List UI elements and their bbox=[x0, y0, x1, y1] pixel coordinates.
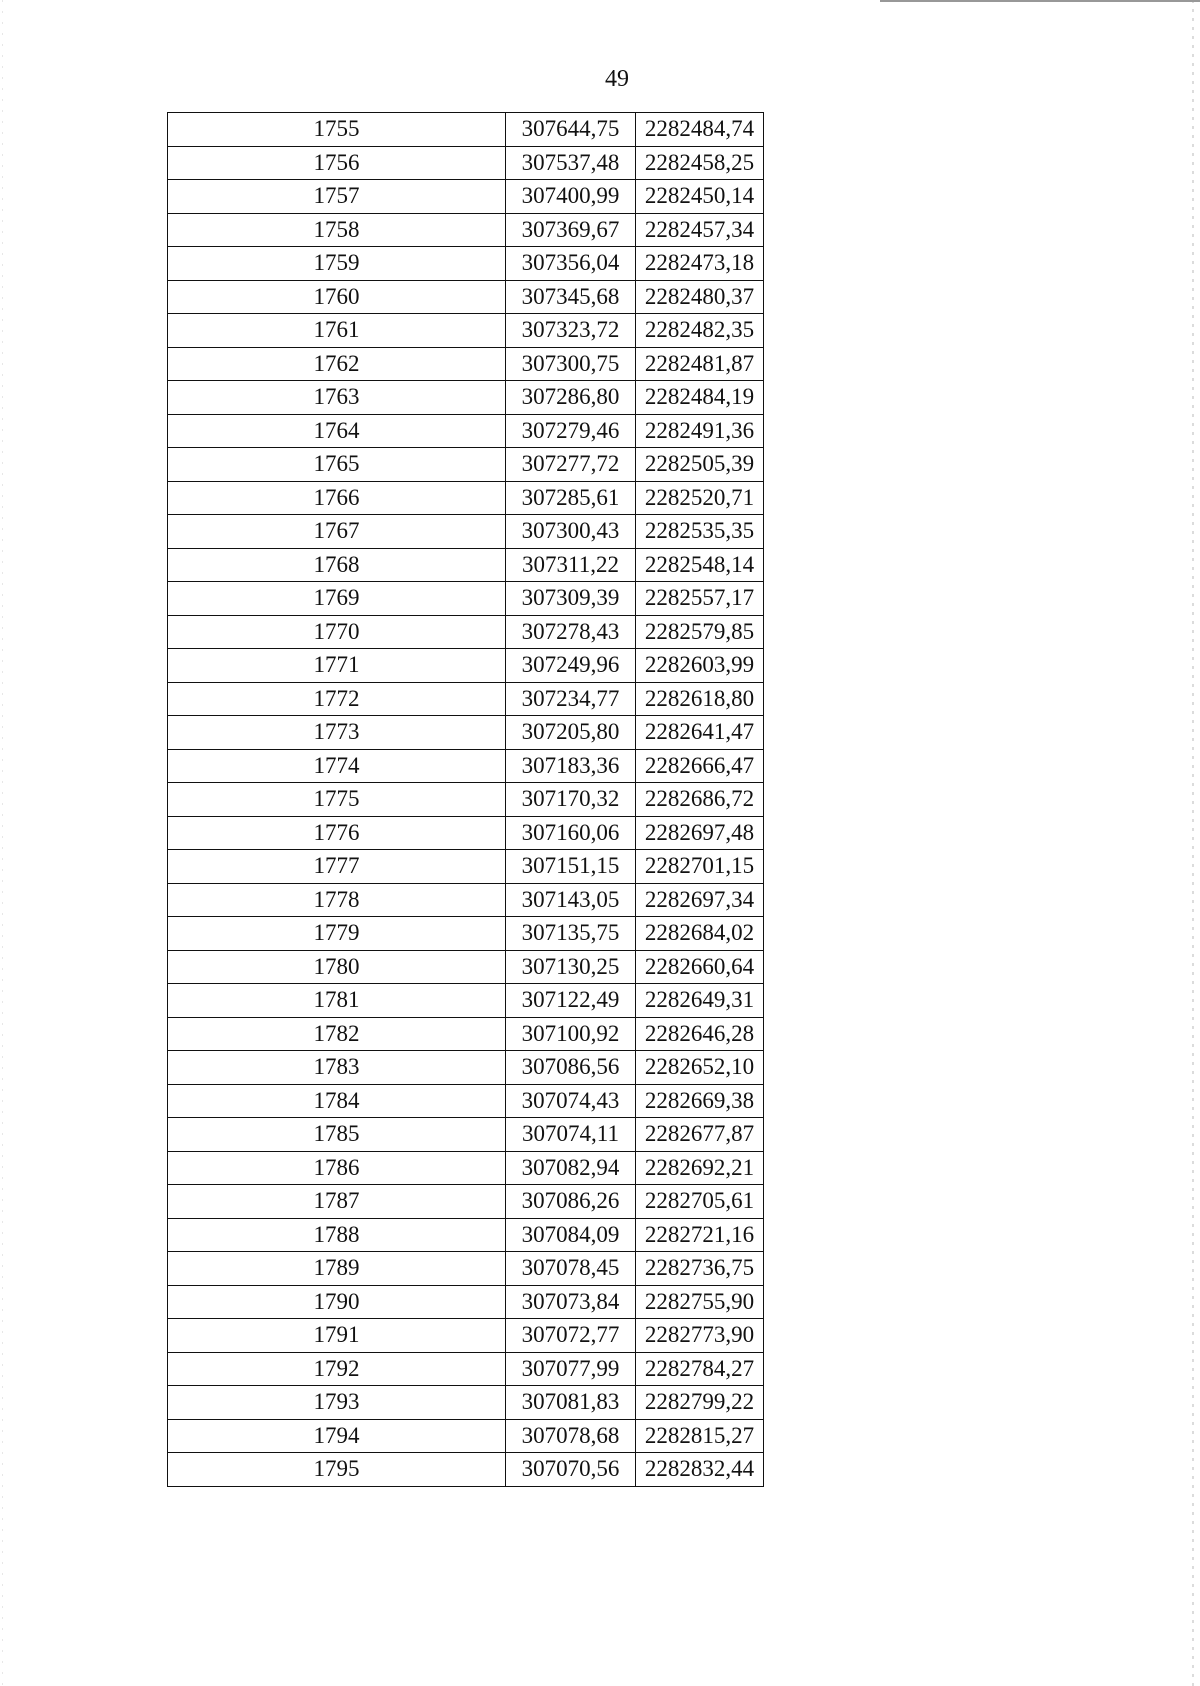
x-coordinate-cell: 307249,96 bbox=[506, 649, 636, 683]
point-number-cell: 1770 bbox=[168, 615, 506, 649]
x-coordinate-cell: 307077,99 bbox=[506, 1352, 636, 1386]
y-coordinate-cell: 2282773,90 bbox=[636, 1319, 764, 1353]
point-number-cell: 1768 bbox=[168, 548, 506, 582]
x-coordinate-cell: 307537,48 bbox=[506, 146, 636, 180]
y-coordinate-cell: 2282799,22 bbox=[636, 1386, 764, 1420]
y-coordinate-cell: 2282481,87 bbox=[636, 347, 764, 381]
table-row bbox=[168, 917, 764, 951]
y-coordinate-cell: 2282505,39 bbox=[636, 448, 764, 482]
table-row bbox=[168, 950, 764, 984]
y-coordinate-cell: 2282649,31 bbox=[636, 984, 764, 1018]
table-row bbox=[168, 1084, 764, 1118]
table-row bbox=[168, 984, 764, 1018]
table-row bbox=[168, 850, 764, 884]
point-number-cell: 1779 bbox=[168, 917, 506, 951]
point-number-cell: 1782 bbox=[168, 1017, 506, 1051]
table-row bbox=[168, 113, 764, 147]
table-row bbox=[168, 1051, 764, 1085]
point-number-cell: 1772 bbox=[168, 682, 506, 716]
point-number-cell: 1778 bbox=[168, 883, 506, 917]
table-row bbox=[168, 213, 764, 247]
y-coordinate-cell: 2282652,10 bbox=[636, 1051, 764, 1085]
point-number-cell: 1757 bbox=[168, 180, 506, 214]
table-row bbox=[168, 1386, 764, 1420]
x-coordinate-cell: 307143,05 bbox=[506, 883, 636, 917]
y-coordinate-cell: 2282646,28 bbox=[636, 1017, 764, 1051]
point-number-cell: 1777 bbox=[168, 850, 506, 884]
y-coordinate-cell: 2282520,71 bbox=[636, 481, 764, 515]
x-coordinate-cell: 307170,32 bbox=[506, 783, 636, 817]
x-coordinate-cell: 307074,43 bbox=[506, 1084, 636, 1118]
table-row bbox=[168, 548, 764, 582]
table-row bbox=[168, 649, 764, 683]
x-coordinate-cell: 307278,43 bbox=[506, 615, 636, 649]
table-row bbox=[168, 146, 764, 180]
table-row bbox=[168, 716, 764, 750]
table-row bbox=[168, 1252, 764, 1286]
point-number-cell: 1764 bbox=[168, 414, 506, 448]
x-coordinate-cell: 307151,15 bbox=[506, 850, 636, 884]
scan-edge-left bbox=[2, 0, 3, 1686]
coordinates-table bbox=[167, 112, 764, 1487]
x-coordinate-cell: 307078,45 bbox=[506, 1252, 636, 1286]
x-coordinate-cell: 307135,75 bbox=[506, 917, 636, 951]
point-number-cell: 1791 bbox=[168, 1319, 506, 1353]
point-number-cell: 1785 bbox=[168, 1118, 506, 1152]
point-number-cell: 1786 bbox=[168, 1151, 506, 1185]
table-row bbox=[168, 1218, 764, 1252]
table-row bbox=[168, 749, 764, 783]
point-number-cell: 1767 bbox=[168, 515, 506, 549]
x-coordinate-cell: 307285,61 bbox=[506, 481, 636, 515]
table-row bbox=[168, 347, 764, 381]
point-number-cell: 1780 bbox=[168, 950, 506, 984]
point-number-cell: 1771 bbox=[168, 649, 506, 683]
y-coordinate-cell: 2282480,37 bbox=[636, 280, 764, 314]
y-coordinate-cell: 2282484,74 bbox=[636, 113, 764, 147]
table-row bbox=[168, 1017, 764, 1051]
point-number-cell: 1773 bbox=[168, 716, 506, 750]
y-coordinate-cell: 2282660,64 bbox=[636, 950, 764, 984]
x-coordinate-cell: 307072,77 bbox=[506, 1319, 636, 1353]
x-coordinate-cell: 307234,77 bbox=[506, 682, 636, 716]
table-row bbox=[168, 1185, 764, 1219]
y-coordinate-cell: 2282548,14 bbox=[636, 548, 764, 582]
table-row bbox=[168, 1285, 764, 1319]
x-coordinate-cell: 307078,68 bbox=[506, 1419, 636, 1453]
point-number-cell: 1795 bbox=[168, 1453, 506, 1487]
point-number-cell: 1769 bbox=[168, 582, 506, 616]
y-coordinate-cell: 2282473,18 bbox=[636, 247, 764, 281]
y-coordinate-cell: 2282697,34 bbox=[636, 883, 764, 917]
table-row bbox=[168, 180, 764, 214]
point-number-cell: 1774 bbox=[168, 749, 506, 783]
x-coordinate-cell: 307084,09 bbox=[506, 1218, 636, 1252]
x-coordinate-cell: 307130,25 bbox=[506, 950, 636, 984]
y-coordinate-cell: 2282579,85 bbox=[636, 615, 764, 649]
x-coordinate-cell: 307356,04 bbox=[506, 247, 636, 281]
x-coordinate-cell: 307074,11 bbox=[506, 1118, 636, 1152]
y-coordinate-cell: 2282677,87 bbox=[636, 1118, 764, 1152]
table-row bbox=[168, 582, 764, 616]
y-coordinate-cell: 2282755,90 bbox=[636, 1285, 764, 1319]
point-number-cell: 1775 bbox=[168, 783, 506, 817]
x-coordinate-cell: 307300,43 bbox=[506, 515, 636, 549]
x-coordinate-cell: 307309,39 bbox=[506, 582, 636, 616]
x-coordinate-cell: 307100,92 bbox=[506, 1017, 636, 1051]
y-coordinate-cell: 2282692,21 bbox=[636, 1151, 764, 1185]
point-number-cell: 1783 bbox=[168, 1051, 506, 1085]
table-row bbox=[168, 515, 764, 549]
y-coordinate-cell: 2282641,47 bbox=[636, 716, 764, 750]
point-number-cell: 1790 bbox=[168, 1285, 506, 1319]
x-coordinate-cell: 307122,49 bbox=[506, 984, 636, 1018]
point-number-cell: 1787 bbox=[168, 1185, 506, 1219]
y-coordinate-cell: 2282618,80 bbox=[636, 682, 764, 716]
x-coordinate-cell: 307311,22 bbox=[506, 548, 636, 582]
y-coordinate-cell: 2282458,25 bbox=[636, 146, 764, 180]
y-coordinate-cell: 2282482,35 bbox=[636, 314, 764, 348]
x-coordinate-cell: 307286,80 bbox=[506, 381, 636, 415]
table-row bbox=[168, 816, 764, 850]
x-coordinate-cell: 307205,80 bbox=[506, 716, 636, 750]
table-row bbox=[168, 1419, 764, 1453]
y-coordinate-cell: 2282721,16 bbox=[636, 1218, 764, 1252]
point-number-cell: 1758 bbox=[168, 213, 506, 247]
y-coordinate-cell: 2282491,36 bbox=[636, 414, 764, 448]
x-coordinate-cell: 307644,75 bbox=[506, 113, 636, 147]
table-row bbox=[168, 1118, 764, 1152]
x-coordinate-cell: 307345,68 bbox=[506, 280, 636, 314]
point-number-cell: 1788 bbox=[168, 1218, 506, 1252]
table-row bbox=[168, 414, 764, 448]
page-number: 49 bbox=[605, 66, 629, 92]
point-number-cell: 1759 bbox=[168, 247, 506, 281]
x-coordinate-cell: 307086,56 bbox=[506, 1051, 636, 1085]
table-row bbox=[168, 615, 764, 649]
table-row bbox=[168, 783, 764, 817]
point-number-cell: 1762 bbox=[168, 347, 506, 381]
x-coordinate-cell: 307369,67 bbox=[506, 213, 636, 247]
point-number-cell: 1761 bbox=[168, 314, 506, 348]
coordinates-table-body bbox=[168, 113, 764, 1487]
table-row bbox=[168, 381, 764, 415]
point-number-cell: 1756 bbox=[168, 146, 506, 180]
x-coordinate-cell: 307323,72 bbox=[506, 314, 636, 348]
y-coordinate-cell: 2282832,44 bbox=[636, 1453, 764, 1487]
x-coordinate-cell: 307300,75 bbox=[506, 347, 636, 381]
table-row bbox=[168, 1352, 764, 1386]
y-coordinate-cell: 2282457,34 bbox=[636, 213, 764, 247]
x-coordinate-cell: 307082,94 bbox=[506, 1151, 636, 1185]
y-coordinate-cell: 2282784,27 bbox=[636, 1352, 764, 1386]
table-row bbox=[168, 1319, 764, 1353]
scan-edge-top bbox=[880, 0, 1200, 2]
y-coordinate-cell: 2282686,72 bbox=[636, 783, 764, 817]
x-coordinate-cell: 307081,83 bbox=[506, 1386, 636, 1420]
table-row bbox=[168, 1453, 764, 1487]
point-number-cell: 1781 bbox=[168, 984, 506, 1018]
y-coordinate-cell: 2282669,38 bbox=[636, 1084, 764, 1118]
y-coordinate-cell: 2282736,75 bbox=[636, 1252, 764, 1286]
table-row bbox=[168, 448, 764, 482]
scan-edge-right bbox=[1192, 0, 1194, 1686]
y-coordinate-cell: 2282684,02 bbox=[636, 917, 764, 951]
table-row bbox=[168, 1151, 764, 1185]
point-number-cell: 1789 bbox=[168, 1252, 506, 1286]
y-coordinate-cell: 2282557,17 bbox=[636, 582, 764, 616]
x-coordinate-cell: 307183,36 bbox=[506, 749, 636, 783]
x-coordinate-cell: 307400,99 bbox=[506, 180, 636, 214]
table-row bbox=[168, 280, 764, 314]
y-coordinate-cell: 2282450,14 bbox=[636, 180, 764, 214]
y-coordinate-cell: 2282666,47 bbox=[636, 749, 764, 783]
point-number-cell: 1793 bbox=[168, 1386, 506, 1420]
x-coordinate-cell: 307277,72 bbox=[506, 448, 636, 482]
x-coordinate-cell: 307160,06 bbox=[506, 816, 636, 850]
point-number-cell: 1766 bbox=[168, 481, 506, 515]
point-number-cell: 1792 bbox=[168, 1352, 506, 1386]
point-number-cell: 1776 bbox=[168, 816, 506, 850]
y-coordinate-cell: 2282484,19 bbox=[636, 381, 764, 415]
table-row bbox=[168, 682, 764, 716]
table-row bbox=[168, 314, 764, 348]
x-coordinate-cell: 307279,46 bbox=[506, 414, 636, 448]
point-number-cell: 1755 bbox=[168, 113, 506, 147]
y-coordinate-cell: 2282697,48 bbox=[636, 816, 764, 850]
point-number-cell: 1794 bbox=[168, 1419, 506, 1453]
y-coordinate-cell: 2282535,35 bbox=[636, 515, 764, 549]
x-coordinate-cell: 307070,56 bbox=[506, 1453, 636, 1487]
y-coordinate-cell: 2282603,99 bbox=[636, 649, 764, 683]
y-coordinate-cell: 2282701,15 bbox=[636, 850, 764, 884]
x-coordinate-cell: 307086,26 bbox=[506, 1185, 636, 1219]
point-number-cell: 1760 bbox=[168, 280, 506, 314]
table-row bbox=[168, 481, 764, 515]
point-number-cell: 1763 bbox=[168, 381, 506, 415]
table-row bbox=[168, 883, 764, 917]
y-coordinate-cell: 2282705,61 bbox=[636, 1185, 764, 1219]
table-row bbox=[168, 247, 764, 281]
x-coordinate-cell: 307073,84 bbox=[506, 1285, 636, 1319]
y-coordinate-cell: 2282815,27 bbox=[636, 1419, 764, 1453]
point-number-cell: 1765 bbox=[168, 448, 506, 482]
point-number-cell: 1784 bbox=[168, 1084, 506, 1118]
